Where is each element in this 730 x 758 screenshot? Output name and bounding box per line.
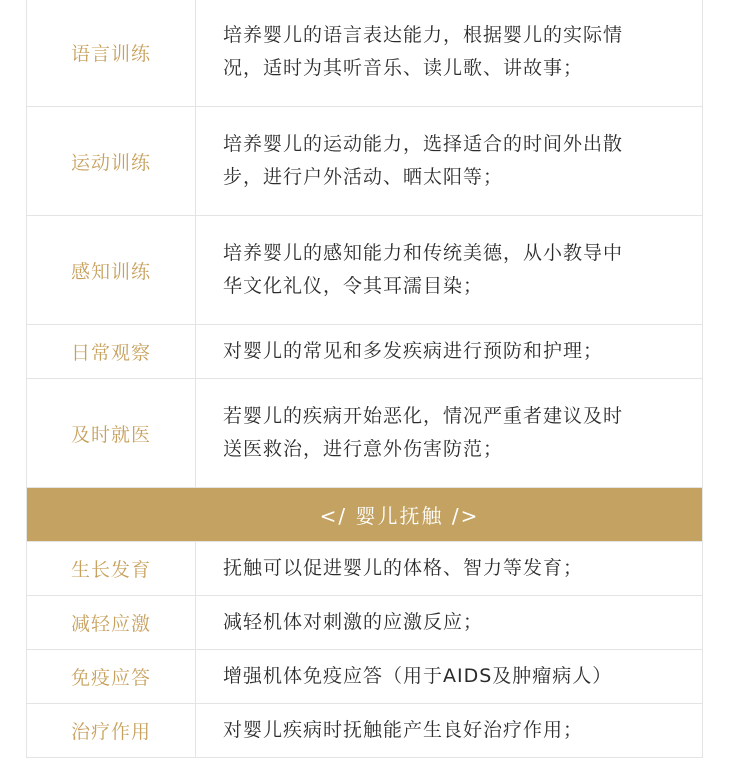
row-description-text: 抚触可以促进婴儿的体格、智力等发育；	[223, 557, 584, 579]
row-description	[196, 107, 702, 215]
row-description-text: 对婴儿疾病时抚触能产生良好治疗作用；	[223, 719, 584, 741]
row-label: 日常观察	[27, 325, 196, 378]
table-row	[27, 216, 702, 325]
table-row	[27, 542, 702, 596]
row-label: 运动训练	[27, 107, 196, 215]
row-description	[196, 542, 702, 595]
table-row	[27, 704, 702, 758]
row-description	[196, 596, 702, 649]
row-description	[196, 704, 702, 757]
row-description-text: 培养婴儿的运动能力，选择适合的时间外出散步，进行户外活动、晒太阳等；	[223, 133, 624, 188]
row-label: 生长发育	[27, 542, 196, 595]
row-label: 免疫应答	[27, 650, 196, 703]
table-row	[27, 379, 702, 488]
row-description	[196, 379, 702, 487]
row-description	[196, 325, 702, 378]
row-label: 感知训练	[27, 216, 196, 324]
row-description-text: 培养婴儿的感知能力和传统美德，从小教导中华文化礼仪，令其耳濡目染；	[223, 242, 624, 297]
table-row	[27, 596, 702, 650]
row-description	[196, 650, 702, 703]
row-description-text: 减轻机体对刺激的应激反应；	[223, 611, 484, 633]
row-description-text: 增强机体免疫应答（用于AIDS及肿瘤病人）	[223, 665, 613, 687]
row-description-text: 对婴儿的常见和多发疾病进行预防和护理；	[223, 340, 604, 362]
row-label: 语言训练	[27, 0, 196, 106]
row-description-text: 培养婴儿的语言表达能力，根据婴儿的实际情况，适时为其听音乐、读儿歌、讲故事；	[223, 24, 624, 79]
table-row	[27, 107, 702, 216]
row-label: 减轻应激	[27, 596, 196, 649]
table-row	[27, 325, 702, 379]
service-table	[26, 0, 703, 758]
table-row	[27, 0, 702, 107]
row-description	[196, 216, 702, 324]
section-header-baby-touch: </ 婴儿抚触 />	[27, 488, 702, 542]
row-label: 治疗作用	[27, 704, 196, 757]
row-description	[196, 0, 702, 106]
row-description-text: 若婴儿的疾病开始恶化，情况严重者建议及时送医救治，进行意外伤害防范；	[223, 405, 624, 460]
row-label: 及时就医	[27, 379, 196, 487]
table-row	[27, 650, 702, 704]
